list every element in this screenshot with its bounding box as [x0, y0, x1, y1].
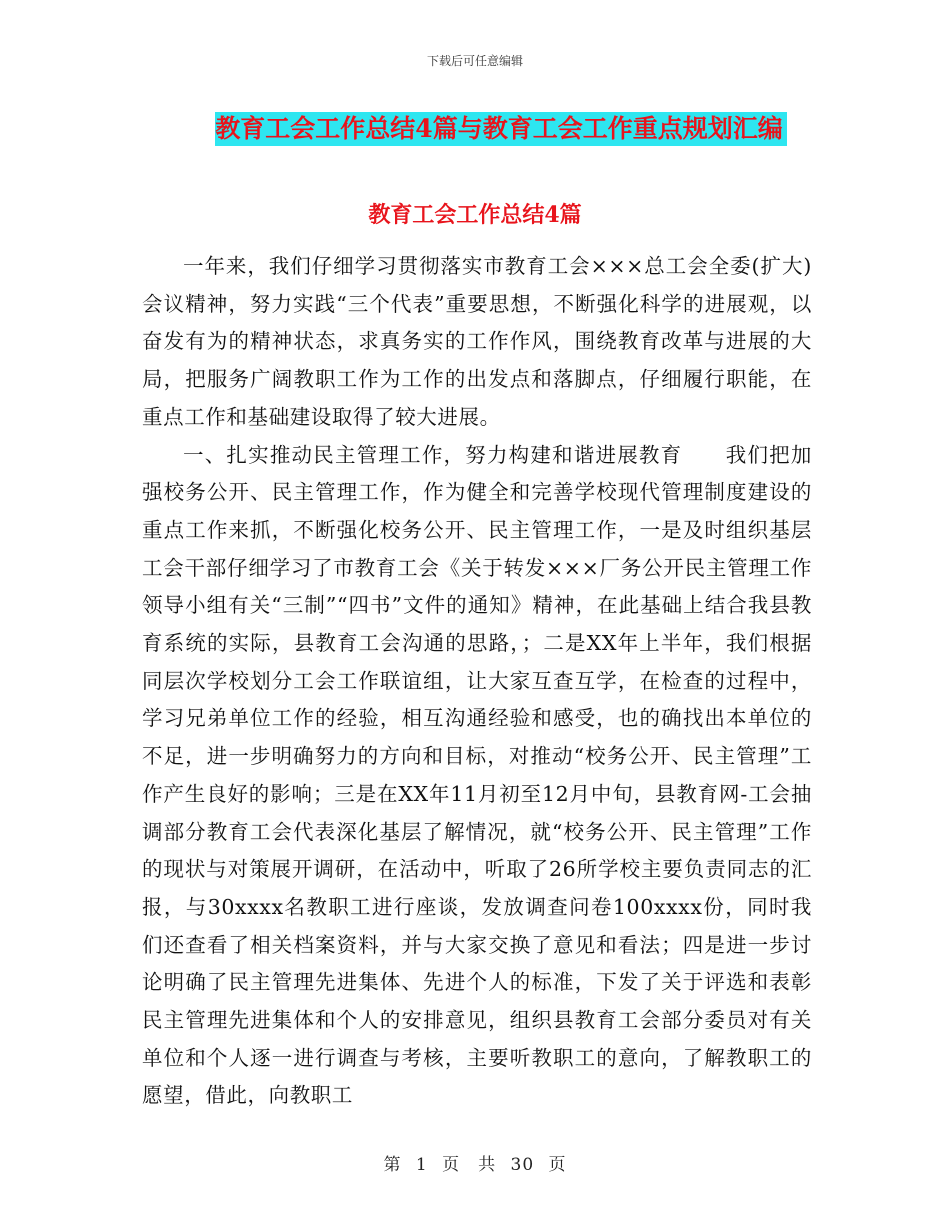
page-footer — [0, 1154, 950, 1176]
page-footer-middle: 页 共 — [442, 1155, 497, 1175]
page-number-current: 1 — [415, 1155, 428, 1175]
page-header-note: 下载后可任意编辑 — [426, 54, 523, 68]
section-title: 教育工会工作总结4篇 — [368, 202, 582, 228]
document-title: 教育工会工作总结4篇与教育工会工作重点规划汇编 — [215, 112, 786, 146]
page-footer-suffix: 页 — [548, 1155, 567, 1175]
document-body — [142, 248, 812, 1115]
document-title-container — [0, 112, 950, 146]
paragraph-intro: 一年来，我们仔细学习贯彻落实市教育工会×××总工会全委(扩大)会议精神，努力实践“三个代表”重要思想，不断强化科学的进展观，以奋发有为的精神状态，求真务实的工作作风，围绕教育改革与进展的大局，把服务广阔教职工作为工作的出发点和落脚点，仔细履行职能，在重点工作和基础建设取得了较大进展。 — [142, 254, 812, 429]
page-footer-prefix: 第 — [383, 1155, 402, 1175]
page-number-total: 30 — [510, 1155, 535, 1175]
paragraph-democratic-management: 一、扎实推动民主管理工作，努力构建和谐进展教育 我们把加强校务公开、民主管理工作，作为健全和完善学校现代管理制度建设的重点工作来抓，不断强化校务公开、民主管理工作，一是及时组织基层工会干部仔细学习了市教育工会《关于转发×××厂务公开民主管理工作领导小组有关“三制”“四书”文件的通知》精神，在此基础上结合我县教育系统的实际，县教育工会沟通的思路，；二是XX年上半年，我们根据同层次学校划分工会工作联谊组，让大家互查互学，在检查的过程中，学习兄弟单位工作的经验，相互沟通经验和感受，也的确找出本单位的不足，进一步明确努力的方向和目标，对推动“校务公开、民主管理”工作产生良好的影响；三是在XX年11月初至12月中旬，县教育网-工会抽调部分教育工会代表深化基层了解情况，就“校务公开、民主管理”工作的现状与对策展开调研，在活动中，听取了26所学校主要负责同志的汇报，与30xxxx名教职工进行座谈，发放调查问卷100xxxx份，同时我们还查看了相关档案资料，并与大家交换了意见和看法；四是进一步讨论明确了民主管理先进集体、先进个人的标准，下发了关于评选和表彰民主管理先进集体和个人的安排意见，组织县教育工会部分委员对有关单位和个人逐一进行调查与考核，主要听教职工的意向，了解教职工的愿望，借此，向教职工 — [142, 442, 812, 1108]
